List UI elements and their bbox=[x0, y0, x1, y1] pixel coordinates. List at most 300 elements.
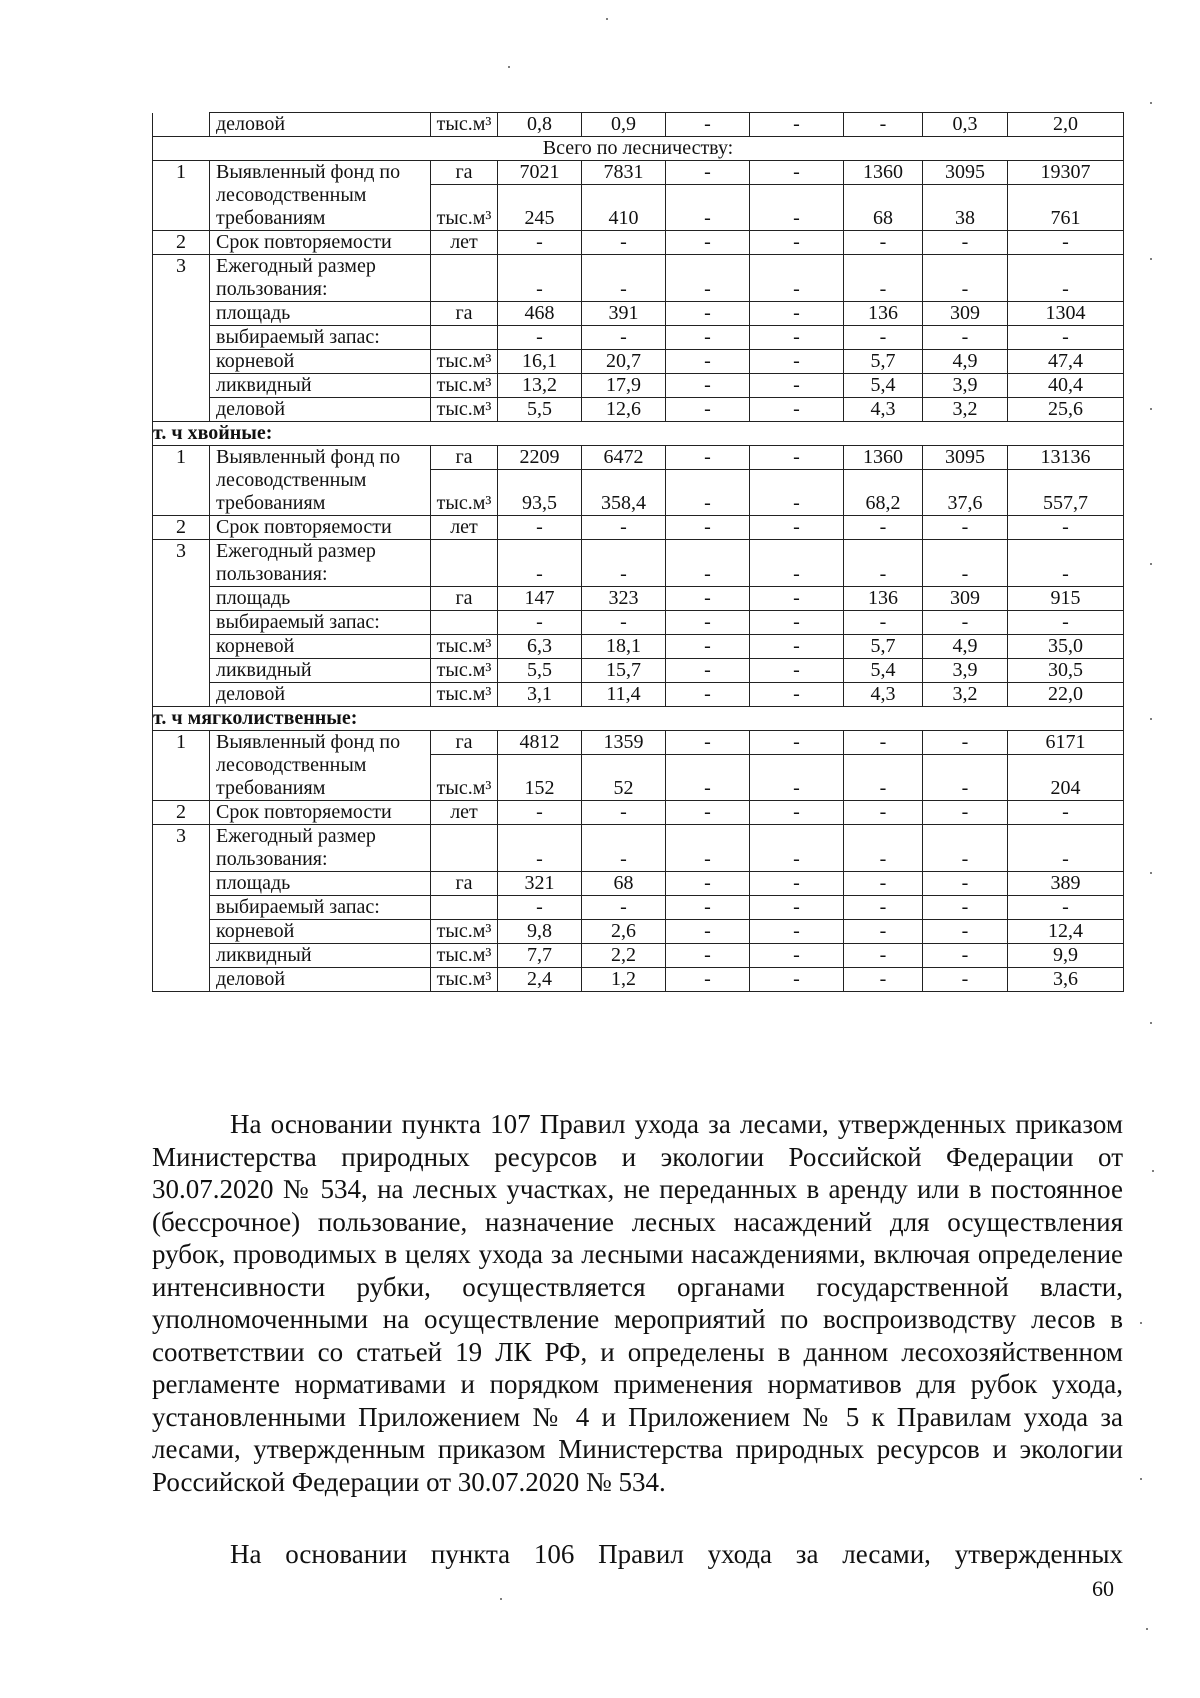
table-cell-value: - bbox=[750, 231, 844, 255]
table-cell-value: 5,5 bbox=[498, 398, 582, 422]
table-cell-value: 68,2 bbox=[844, 470, 923, 516]
table-cell-value: 136 bbox=[844, 587, 923, 611]
table-cell-value: - bbox=[666, 113, 750, 137]
table-cell-value: 3,9 bbox=[923, 374, 1008, 398]
table-cell-value: - bbox=[582, 611, 666, 635]
table-cell-value: 2,0 bbox=[1008, 113, 1124, 137]
table-cell-name: Выявленный фонд по лесоводственным требованиям bbox=[210, 731, 431, 801]
table-cell-name: выбираемый запас: bbox=[210, 611, 431, 635]
table-cell-value: - bbox=[923, 968, 1008, 992]
scan-speck bbox=[1146, 1628, 1148, 1630]
paragraph-text: На основании пункта 106 Правил ухода за лесами, утвержденных bbox=[230, 1539, 1123, 1569]
table-cell-value: 3,1 bbox=[498, 683, 582, 707]
table-cell-value: 468 bbox=[498, 302, 582, 326]
table-cell-value: 12,6 bbox=[582, 398, 666, 422]
table-cell-name: Ежегодный размер пользования: bbox=[210, 255, 431, 302]
table-cell-value: - bbox=[666, 825, 750, 872]
table-cell-value: 4812 bbox=[498, 731, 582, 755]
table-cell-number bbox=[153, 350, 210, 374]
table-cell-value: - bbox=[498, 540, 582, 587]
table-cell-value: 3,9 bbox=[923, 659, 1008, 683]
table-cell-value: - bbox=[498, 825, 582, 872]
table-cell-name: деловой bbox=[210, 113, 431, 137]
table-row bbox=[153, 161, 1124, 185]
table-cell-value: - bbox=[750, 398, 844, 422]
table-cell-value: 5,7 bbox=[844, 350, 923, 374]
table-cell-name: Срок повторяемости bbox=[210, 516, 431, 540]
table-cell-number: 2 bbox=[153, 516, 210, 540]
table-cell-value: - bbox=[844, 968, 923, 992]
table-cell-value: - bbox=[666, 446, 750, 470]
table-cell-value: 309 bbox=[923, 302, 1008, 326]
table-cell-value: - bbox=[1008, 231, 1124, 255]
table-cell-number bbox=[153, 302, 210, 326]
table-cell-value: 391 bbox=[582, 302, 666, 326]
table-cell-value: 4,3 bbox=[844, 398, 923, 422]
table-row bbox=[153, 587, 1124, 611]
table-cell-value: 3095 bbox=[923, 446, 1008, 470]
table-cell-unit: га bbox=[431, 446, 498, 470]
scan-speck bbox=[508, 66, 510, 68]
table-cell-value: 37,6 bbox=[923, 470, 1008, 516]
table-cell-value: - bbox=[923, 920, 1008, 944]
table-row bbox=[153, 825, 1124, 872]
table-cell-value: - bbox=[666, 374, 750, 398]
table-cell-value: - bbox=[844, 611, 923, 635]
table-cell-unit bbox=[431, 540, 498, 587]
table-cell-value: 52 bbox=[582, 755, 666, 801]
table-cell-name: Ежегодный размер пользования: bbox=[210, 825, 431, 872]
table-cell-value: - bbox=[750, 446, 844, 470]
table-cell-value: - bbox=[923, 872, 1008, 896]
paragraph-item-107 bbox=[152, 1108, 1123, 1498]
table-cell-unit: лет bbox=[431, 516, 498, 540]
table-cell-value: 5,4 bbox=[844, 374, 923, 398]
table-cell-value: - bbox=[844, 801, 923, 825]
table-cell-value: 19307 bbox=[1008, 161, 1124, 185]
table-cell-value: - bbox=[750, 944, 844, 968]
table-row bbox=[153, 611, 1124, 635]
table-cell-value: 7831 bbox=[582, 161, 666, 185]
table-cell-name: площадь bbox=[210, 302, 431, 326]
table-cell-unit: тыс.м³ bbox=[431, 683, 498, 707]
table-cell-value: 93,5 bbox=[498, 470, 582, 516]
table-cell-value: - bbox=[750, 611, 844, 635]
table-cell-value: - bbox=[666, 185, 750, 231]
table-cell-unit: га bbox=[431, 161, 498, 185]
table-cell-value: - bbox=[498, 231, 582, 255]
table-cell-unit: тыс.м³ bbox=[431, 755, 498, 801]
table-row bbox=[153, 326, 1124, 350]
table-cell-value: - bbox=[666, 231, 750, 255]
table-cell-value: 0,3 bbox=[923, 113, 1008, 137]
table-cell-value: 1,2 bbox=[582, 968, 666, 992]
table-cell-number: 3 bbox=[153, 255, 210, 302]
table-cell-value: - bbox=[750, 255, 844, 302]
table-cell-value: - bbox=[666, 683, 750, 707]
table-cell-value: - bbox=[666, 470, 750, 516]
table-cell-value: - bbox=[582, 825, 666, 872]
table-cell-name: площадь bbox=[210, 872, 431, 896]
table-cell-value: - bbox=[844, 516, 923, 540]
table-cell-value: 915 bbox=[1008, 587, 1124, 611]
table-row bbox=[153, 137, 1124, 161]
table-cell-name: Ежегодный размер пользования: bbox=[210, 540, 431, 587]
table-cell-value: 3,6 bbox=[1008, 968, 1124, 992]
table-cell-name: деловой bbox=[210, 968, 431, 992]
table-cell-value: - bbox=[1008, 825, 1124, 872]
table-cell-unit bbox=[431, 611, 498, 635]
table-cell-name: корневой bbox=[210, 920, 431, 944]
table-cell-value: 9,9 bbox=[1008, 944, 1124, 968]
table-cell-number bbox=[153, 635, 210, 659]
table-cell-value: 4,9 bbox=[923, 635, 1008, 659]
table-cell-value: - bbox=[666, 302, 750, 326]
table-cell-value: - bbox=[1008, 540, 1124, 587]
table-cell-unit: тыс.м³ bbox=[431, 374, 498, 398]
table-cell-value: - bbox=[844, 326, 923, 350]
table-cell-number bbox=[153, 896, 210, 920]
table-cell-value: - bbox=[666, 635, 750, 659]
table-cell-value: - bbox=[923, 231, 1008, 255]
table-cell-number: 2 bbox=[153, 801, 210, 825]
table-cell-value: 0,9 bbox=[582, 113, 666, 137]
table-row bbox=[153, 944, 1124, 968]
table-cell-value: - bbox=[1008, 611, 1124, 635]
table-cell-unit: тыс.м³ bbox=[431, 113, 498, 137]
table-cell-value: - bbox=[498, 255, 582, 302]
table-cell-value: - bbox=[582, 255, 666, 302]
table-cell-value: - bbox=[750, 683, 844, 707]
table-cell-name: корневой bbox=[210, 350, 431, 374]
table-cell-value: - bbox=[498, 516, 582, 540]
table-cell-unit: га bbox=[431, 587, 498, 611]
table-cell-value: - bbox=[666, 398, 750, 422]
table-cell-unit: лет bbox=[431, 801, 498, 825]
table-cell-value: 35,0 bbox=[1008, 635, 1124, 659]
table-cell-number: 2 bbox=[153, 231, 210, 255]
table-cell-value: - bbox=[844, 113, 923, 137]
table-cell-value: 16,1 bbox=[498, 350, 582, 374]
scan-speck bbox=[1150, 408, 1152, 410]
table-cell-number bbox=[153, 968, 210, 992]
table-cell-value: - bbox=[750, 516, 844, 540]
table-cell-value: - bbox=[923, 801, 1008, 825]
table-cell-name: ликвидный bbox=[210, 944, 431, 968]
logging-norms-table bbox=[152, 112, 1124, 992]
table-section-heading: т. ч хвойные: bbox=[153, 422, 1124, 446]
table-cell-value: - bbox=[750, 968, 844, 992]
table-cell-value: - bbox=[582, 801, 666, 825]
table-cell-value: 152 bbox=[498, 755, 582, 801]
table-cell-value: - bbox=[666, 350, 750, 374]
table-cell-name: Выявленный фонд по лесоводственным требованиям bbox=[210, 446, 431, 516]
table-cell-value: - bbox=[582, 896, 666, 920]
table-cell-value: - bbox=[498, 896, 582, 920]
table-cell-number: 3 bbox=[153, 540, 210, 587]
scan-speck bbox=[1140, 1322, 1142, 1324]
table-cell-value: 38 bbox=[923, 185, 1008, 231]
table-cell-value: - bbox=[923, 896, 1008, 920]
table-row bbox=[153, 920, 1124, 944]
table-row bbox=[153, 446, 1124, 470]
table-section-heading-row bbox=[153, 707, 1124, 731]
table-cell-value: - bbox=[923, 944, 1008, 968]
table-cell-number bbox=[153, 920, 210, 944]
table-cell-value: - bbox=[750, 635, 844, 659]
table-cell-value: - bbox=[844, 731, 923, 755]
table-cell-value: - bbox=[923, 755, 1008, 801]
table-cell-unit: тыс.м³ bbox=[431, 920, 498, 944]
table-cell-value: 30,5 bbox=[1008, 659, 1124, 683]
table-row bbox=[153, 896, 1124, 920]
table-cell-value: 40,4 bbox=[1008, 374, 1124, 398]
table-cell-value: - bbox=[923, 255, 1008, 302]
table-cell-value: - bbox=[750, 896, 844, 920]
table-row bbox=[153, 683, 1124, 707]
table-cell-value: 7,7 bbox=[498, 944, 582, 968]
table-cell-unit: га bbox=[431, 302, 498, 326]
table-cell-value: - bbox=[750, 801, 844, 825]
table-cell-value: 13136 bbox=[1008, 446, 1124, 470]
table-row bbox=[153, 231, 1124, 255]
table-row bbox=[153, 302, 1124, 326]
table-cell-value: 22,0 bbox=[1008, 683, 1124, 707]
table-cell-value: 136 bbox=[844, 302, 923, 326]
table-row bbox=[153, 255, 1124, 302]
table-cell-value: - bbox=[750, 185, 844, 231]
table-cell-value: 6171 bbox=[1008, 731, 1124, 755]
table-cell-number bbox=[153, 374, 210, 398]
table-cell-value: - bbox=[844, 231, 923, 255]
table-row bbox=[153, 731, 1124, 755]
table-cell-name: ликвидный bbox=[210, 659, 431, 683]
scan-speck bbox=[1150, 563, 1152, 565]
table-cell-value: - bbox=[844, 872, 923, 896]
table-cell-value: 204 bbox=[1008, 755, 1124, 801]
table-cell-value: 6,3 bbox=[498, 635, 582, 659]
table-cell-value: - bbox=[750, 872, 844, 896]
table-cell-value: - bbox=[923, 611, 1008, 635]
table-cell-number bbox=[153, 872, 210, 896]
table-cell-value: 25,6 bbox=[1008, 398, 1124, 422]
table-cell-value: - bbox=[750, 350, 844, 374]
table-cell-value: 3,2 bbox=[923, 683, 1008, 707]
table-cell-value: 761 bbox=[1008, 185, 1124, 231]
table-cell-value: - bbox=[666, 944, 750, 968]
table-cell-value: - bbox=[666, 659, 750, 683]
table-cell-unit bbox=[431, 825, 498, 872]
table-cell-number bbox=[153, 659, 210, 683]
paragraph-item-106 bbox=[152, 1538, 1123, 1571]
table-cell-number bbox=[153, 398, 210, 422]
scan-speck bbox=[500, 1598, 502, 1600]
table-section-heading: т. ч мягколиственные: bbox=[153, 707, 1124, 731]
table-cell-value: 13,2 bbox=[498, 374, 582, 398]
table-cell-value: 323 bbox=[582, 587, 666, 611]
table-cell-number bbox=[153, 587, 210, 611]
table-cell-value: 321 bbox=[498, 872, 582, 896]
table-cell-number bbox=[153, 944, 210, 968]
table-cell-unit: тыс.м³ bbox=[431, 944, 498, 968]
table-cell-value: - bbox=[666, 161, 750, 185]
table-cell-value: - bbox=[498, 611, 582, 635]
table-row bbox=[153, 968, 1124, 992]
table-cell-value: - bbox=[844, 944, 923, 968]
table-cell-value: - bbox=[1008, 255, 1124, 302]
table-cell-value: 4,9 bbox=[923, 350, 1008, 374]
scan-speck bbox=[1150, 1022, 1152, 1024]
table-cell-name: Срок повторяемости bbox=[210, 801, 431, 825]
table-cell-value: 12,4 bbox=[1008, 920, 1124, 944]
table-cell-value: 2,2 bbox=[582, 944, 666, 968]
scan-speck bbox=[1152, 1170, 1154, 1172]
table-cell-value: 2,4 bbox=[498, 968, 582, 992]
table-row bbox=[153, 398, 1124, 422]
table-cell-value: - bbox=[750, 731, 844, 755]
table-cell-unit bbox=[431, 896, 498, 920]
table-cell-value: - bbox=[750, 755, 844, 801]
table-cell-number bbox=[153, 326, 210, 350]
table-cell-value: - bbox=[923, 516, 1008, 540]
table-cell-value: - bbox=[582, 326, 666, 350]
table-cell-value: - bbox=[750, 587, 844, 611]
table-cell-value: 389 bbox=[1008, 872, 1124, 896]
table-cell-value: - bbox=[844, 825, 923, 872]
table-cell-value: - bbox=[666, 516, 750, 540]
table-cell-value: - bbox=[844, 755, 923, 801]
table-cell-unit: га bbox=[431, 872, 498, 896]
table-cell-value: - bbox=[923, 540, 1008, 587]
table-cell-value: 1304 bbox=[1008, 302, 1124, 326]
table-cell-value: 410 bbox=[582, 185, 666, 231]
table-cell-number bbox=[153, 683, 210, 707]
table-cell-value: - bbox=[582, 231, 666, 255]
table-cell-name: деловой bbox=[210, 398, 431, 422]
table-cell-value: - bbox=[582, 540, 666, 587]
table-cell-value: 2209 bbox=[498, 446, 582, 470]
table-cell-value: 2,6 bbox=[582, 920, 666, 944]
table-row bbox=[153, 516, 1124, 540]
table-cell-value: - bbox=[666, 755, 750, 801]
table-cell-value: - bbox=[844, 896, 923, 920]
table-cell-value: - bbox=[498, 801, 582, 825]
table-cell-value: - bbox=[1008, 801, 1124, 825]
paragraph-text: На основании пункта 107 Правил ухода за лесами, утвержденных приказом Министерства природных ресурсов и экологии Российской Федерации от 30.07.2020 № 534, на лесных участках, не переданных в аренду или в постоянное (бессрочное) пользование, назначение лесных насаждений для осуществления рубок, проводимых в целях ухода за лесными насаждениями, включая определение интенсивности рубки, осуществляется органами государственной власти, уполномоченными на осуществление мероприятий по воспроизводству лесов в соответствии со статьей 19 ЛК РФ, и определены в данном лесохозяйственном регламенте нормативами и порядком применения нормативов для рубок ухода, установленными Приложением № 4 и Приложением № 5 к Правилам ухода за лесами, утвержденным приказом Министерства природных ресурсов и экологии Российской Федерации от 30.07.2020 № 534. bbox=[152, 1109, 1123, 1497]
table-cell-unit: га bbox=[431, 731, 498, 755]
table-cell-name: деловой bbox=[210, 683, 431, 707]
table-cell-name: ликвидный bbox=[210, 374, 431, 398]
table-cell-number: 3 bbox=[153, 825, 210, 872]
table-row bbox=[153, 540, 1124, 587]
table-row bbox=[153, 113, 1124, 137]
table-cell-unit: тыс.м³ bbox=[431, 350, 498, 374]
table-cell-value: - bbox=[750, 470, 844, 516]
table-row bbox=[153, 635, 1124, 659]
table-cell-value: - bbox=[666, 872, 750, 896]
table-cell-value: 245 bbox=[498, 185, 582, 231]
scan-speck bbox=[1150, 872, 1152, 874]
table-cell-value: 68 bbox=[582, 872, 666, 896]
table-cell-value: 0,8 bbox=[498, 113, 582, 137]
table-cell-value: 68 bbox=[844, 185, 923, 231]
table-cell-value: 15,7 bbox=[582, 659, 666, 683]
table-cell-name: Срок повторяемости bbox=[210, 231, 431, 255]
table-cell-value: 7021 bbox=[498, 161, 582, 185]
table-cell-value: - bbox=[666, 896, 750, 920]
table-cell-value: - bbox=[666, 968, 750, 992]
scan-speck bbox=[1150, 102, 1152, 104]
table-cell-unit bbox=[431, 255, 498, 302]
table-cell-value: - bbox=[666, 611, 750, 635]
table-cell-unit: тыс.м³ bbox=[431, 470, 498, 516]
table-cell-unit: тыс.м³ bbox=[431, 659, 498, 683]
table-row bbox=[153, 801, 1124, 825]
table-total-caption: Всего по лесничеству: bbox=[153, 137, 1124, 161]
table-cell-value: 147 bbox=[498, 587, 582, 611]
table-cell-name: корневой bbox=[210, 635, 431, 659]
table-cell-value: - bbox=[923, 326, 1008, 350]
table-cell-name: площадь bbox=[210, 587, 431, 611]
table-cell-value: - bbox=[750, 374, 844, 398]
table-cell-value: - bbox=[750, 825, 844, 872]
table-cell-name: выбираемый запас: bbox=[210, 326, 431, 350]
table-row bbox=[153, 872, 1124, 896]
page-number: 60 bbox=[1092, 1576, 1114, 1601]
scan-speck bbox=[1140, 1478, 1142, 1480]
table-cell-value: 3,2 bbox=[923, 398, 1008, 422]
table-cell-value: - bbox=[750, 302, 844, 326]
table-cell-name: выбираемый запас: bbox=[210, 896, 431, 920]
table-cell-unit: тыс.м³ bbox=[431, 635, 498, 659]
table-cell-number bbox=[153, 611, 210, 635]
table-cell-value: 20,7 bbox=[582, 350, 666, 374]
table-cell-value: 358,4 bbox=[582, 470, 666, 516]
table-cell-value: 18,1 bbox=[582, 635, 666, 659]
scan-speck bbox=[1150, 718, 1152, 720]
table-cell-value: - bbox=[666, 540, 750, 587]
table-cell-value: 557,7 bbox=[1008, 470, 1124, 516]
table-cell-value: 11,4 bbox=[582, 683, 666, 707]
table-cell-value: 47,4 bbox=[1008, 350, 1124, 374]
table-cell-value: - bbox=[1008, 326, 1124, 350]
table-cell-number: 1 bbox=[153, 161, 210, 231]
table-cell-value: - bbox=[1008, 896, 1124, 920]
table-cell-value: 1359 bbox=[582, 731, 666, 755]
table-cell-value: - bbox=[750, 540, 844, 587]
table-cell-unit: тыс.м³ bbox=[431, 185, 498, 231]
table-cell-value: 5,4 bbox=[844, 659, 923, 683]
table-cell-number bbox=[153, 113, 210, 137]
table-cell-value: - bbox=[666, 587, 750, 611]
table-cell-unit: лет bbox=[431, 231, 498, 255]
table-cell-value: 17,9 bbox=[582, 374, 666, 398]
table-cell-value: - bbox=[923, 731, 1008, 755]
table-cell-number: 1 bbox=[153, 731, 210, 801]
table-cell-value: - bbox=[666, 801, 750, 825]
table-cell-unit bbox=[431, 326, 498, 350]
table-cell-value: 9,8 bbox=[498, 920, 582, 944]
table-cell-name: Выявленный фонд по лесоводственным требованиям bbox=[210, 161, 431, 231]
table-cell-value: - bbox=[498, 326, 582, 350]
table-cell-value: - bbox=[750, 659, 844, 683]
table-cell-value: 3095 bbox=[923, 161, 1008, 185]
table-cell-value: - bbox=[1008, 516, 1124, 540]
table-cell-value: - bbox=[666, 920, 750, 944]
table-cell-unit: тыс.м³ bbox=[431, 968, 498, 992]
table-section-heading-row bbox=[153, 422, 1124, 446]
table-cell-value: 1360 bbox=[844, 446, 923, 470]
